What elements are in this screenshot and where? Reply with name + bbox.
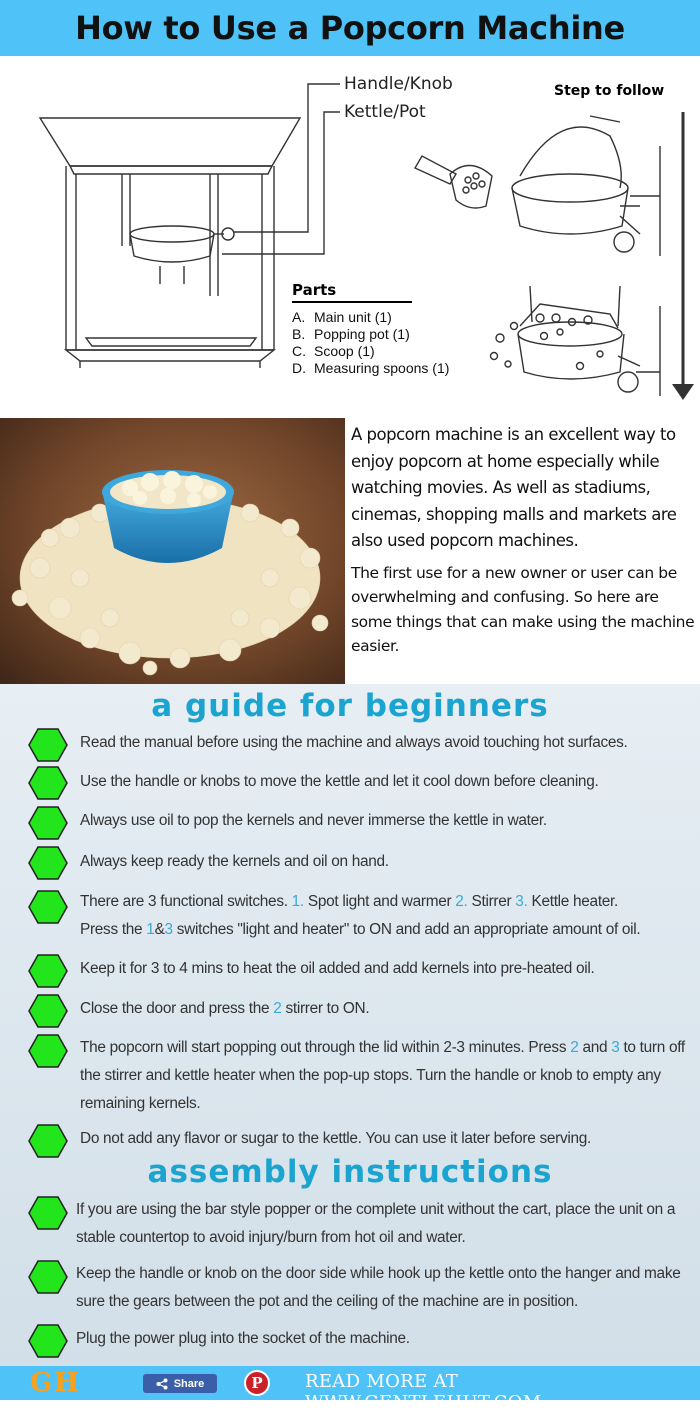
hexagon-bullet-icon — [28, 890, 68, 924]
guide-item-text: Always keep ready the kernels and oil on hand. — [80, 853, 389, 870]
parts-title: Parts — [292, 281, 412, 303]
callout-handle-knob: Handle/Knob — [344, 74, 453, 94]
gentlehut-logo[interactable]: GH — [30, 1368, 81, 1398]
guide-item-text: Read the manual before using the machine and always avoid touching hot surfaces. — [80, 734, 628, 751]
guide-item-text: There are 3 functional switches. 1. Spot light and warmer 2. Stirrer 3. Kettle heater. Press the 1&3 switches "light and heater" to ON and add an appropriate amount of oil. — [80, 893, 641, 938]
kettle-shape — [130, 226, 214, 242]
parts-item: D. Measuring spoons (1) — [292, 360, 450, 376]
read-more-link[interactable]: READ MORE AT WWW.GENTLEHUT.COM — [305, 1371, 542, 1413]
hexagon-bullet-icon — [28, 766, 68, 800]
guide-section — [0, 684, 700, 1366]
hexagon-bullet-icon — [28, 1034, 68, 1068]
intro-section — [0, 418, 700, 684]
parts-item: A. Main unit (1) — [292, 309, 392, 325]
share-label: Share — [173, 1377, 205, 1390]
assembly-item-text: Keep the handle or knob on the door side while hook up the kettle onto the hanger and make sure the gears between the pot and the ceiling of the machine are in position. — [76, 1265, 681, 1310]
step1-knob — [614, 232, 634, 252]
assembly-item-text: If you are using the bar style popper or the complete unit without the cart, place the unit on a stable countertop to avoid injury/burn from hot oil and water. — [76, 1201, 676, 1246]
guide-item-text: Use the handle or knobs to move the kettle and let it cool down before cleaning. — [80, 773, 599, 790]
step1-lid — [520, 127, 621, 188]
guide-title: a guide for beginners — [151, 688, 549, 724]
machine-canopy — [40, 118, 300, 166]
page-title: How to Use a Popcorn Machine — [75, 9, 625, 47]
hexagon-bullet-icon — [28, 1260, 68, 1294]
header-bar — [0, 0, 700, 56]
hexagon-bullet-icon — [28, 1324, 68, 1358]
hexagon-bullet-icon — [28, 954, 68, 988]
hexagon-bullet-icon — [28, 994, 68, 1028]
guide-item-text: Do not add any flavor or sugar to the kettle. You can use it later before serving. — [80, 1130, 591, 1147]
share-icon — [156, 1378, 168, 1390]
hexagon-bullet-icon — [28, 1124, 68, 1158]
pinterest-button[interactable] — [244, 1370, 270, 1396]
pinterest-icon: P — [246, 1372, 268, 1394]
intro-text — [351, 422, 696, 659]
intro-paragraph-1: A popcorn machine is an excellent way to enjoy popcorn at home especially while watching movies. As well as stadiums, cinemas, shopping malls and markets are also used popcorn machines. — [351, 425, 677, 550]
hexagon-bullet-icon — [28, 728, 68, 762]
hexagon-bullet-icon — [28, 806, 68, 840]
guide-item-text: Close the door and press the 2 stirrer to ON. — [80, 1000, 370, 1017]
blue-bowl — [102, 470, 234, 563]
scoop-handle — [415, 156, 456, 184]
hexagon-bullet-icon — [28, 846, 68, 880]
steps-arrow-head — [672, 384, 694, 400]
parts-list — [292, 281, 492, 377]
footer-bar — [0, 1366, 700, 1413]
assembly-item-text: Plug the power plug into the socket of the machine. — [76, 1330, 410, 1347]
intro-paragraph-2: The first use for a new owner or user can be overwhelming and confusing. So here are some things that can make using the machine easier. — [351, 563, 695, 655]
hexagon-bullet-icon — [28, 1196, 68, 1230]
guide-item-text: The popcorn will start popping out through the lid within 2-3 minutes. Press 2 and 3 to turn off the stirrer and kettle heater when the pop-up stops. Turn the handle or knob to empty any remaining kernels. — [80, 1039, 685, 1112]
callout-kettle-pot: Kettle/Pot — [344, 102, 426, 122]
step2-knob — [618, 372, 638, 392]
share-button[interactable] — [143, 1374, 217, 1393]
machine-diagram — [0, 56, 700, 418]
parts-item: B. Popping pot (1) — [292, 326, 410, 342]
steps-title: Step to follow — [554, 83, 665, 99]
guide-item-text: Keep it for 3 to 4 mins to heat the oil added and add kernels into pre-heated oil. — [80, 960, 595, 977]
parts-item: C. Scoop (1) — [292, 343, 375, 359]
popcorn-bowl-photo — [0, 418, 345, 684]
assembly-title: assembly instructions — [147, 1154, 553, 1190]
guide-item-text: Always use oil to pop the kernels and never immerse the kettle in water. — [80, 812, 547, 829]
